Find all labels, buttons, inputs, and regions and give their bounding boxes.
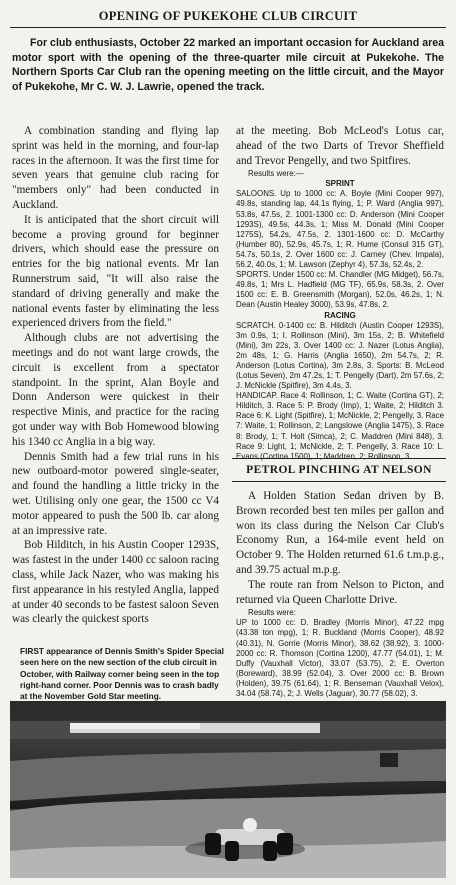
- paragraph: Although clubs are not advertising the meetings and do not want large crowds, the circuit is excellent from a spectator standpoint. In the sprint, Alan Boyle and Donn Anderson were quickest in their respective Minis, and practice for the racing got under way with Bob Homewood blowing his 1340 cc Anglia in a big way.: [12, 332, 219, 448]
- results-text: UP to 1000 cc: D. Bradley (Morris Minor), 47.22 mpg (43.38 ton mpg), 1; R. Buckland (Morris Cooper), 48.92 (40.31), N. Gorrie (Morris Minor), 38.62 (38.92), 3. 1000-2000 cc: R. Thomson (Cortina 1200), 47.77 (54.01), 1; M. Duffy (Vauxhall Victor), 33.07 (53.75), 2; E. Overton (Boreward), 38.99 (52.04), 3. Over 2000 cc: B. Brown (Holden), 39.75 (61.64), 1; R. Benseman (Vauxhall Velox), 34.04 (58.74), 2; J. Wells (Jaguar), 30.77 (58.02), 3.: [236, 618, 444, 699]
- results-text: HANDICAP. Race 4: Rollinson, 1; C. Waite (Cortina GT), 2; Hilditch, 3. Race 5: P. Brody (Imp), 1; Waite, 2; Hilditch 3. Race 6: K. Light (Spitfire), 1; McNickle, 2; Pengelly, 3. Race 7: Waite, 1; Rollinson, 2; Langslowe (Anglia 1475), 3. Race 8: Brody, 1; T. Holt (Simca), 2; C. Maddren (Mini 848), 3. Race 9: Light, 1; McNickle, 2; T. Pengelly, 3. Race 10: L. Evans (Cortina 1500), 1; Maddren, 2; Rollinson, 3.: [236, 391, 444, 461]
- results-text: SALOONS. Up to 1000 cc: A. Boyle (Mini Cooper 997), 49.8s, standing lap, 44.1s flying, 1; P. Ward (Anglia 997), 53.8s, 47.5s, 2. 1001-1300 cc: D. Anderson (Mini Cooper 1293S), 49.5s, 44.3s, 1; Miss M. Donald (Mini Cooper 1275S), 54.2s, 47.5s, 2. 1301-1600 cc: D. McCarthy (Humber 80), 52.9s, 45.7s, 1; R. Hume (Consul 315 GT), 54.7s, 50.1s, 2. Over 1600 cc: J. Carney (Chev. Impala), 56.2, 40.0s, 1; M. Lawson (Zephyr 4), 57.3s, 52.4s, 2.: [236, 189, 444, 270]
- paragraph: It is anticipated that the short circuit will become a proving ground for beginner drivers, which should ease the pressure on entries for the big national events. Mr Ian Runnerstrum said, "It will also raise the standard of driving generally and make the national events faster by eliminating the less experienced drivers from the field.": [12, 213, 219, 330]
- race-car-photo: [10, 701, 446, 878]
- section-head-sprint: SPRINT: [325, 179, 355, 189]
- section-head-racing: RACING: [324, 310, 356, 320]
- article-intro: For club enthusiasts, October 22 marked an important occasion for Auckland area motor sport with the opening of the three-quarter mile circuit at Pukekohe. The Northern Sports Car Club ran the opening meeting on the little circuit, and the Mayor of Pukekohe, Mr C. W. J. Lawrie, opened the track.: [12, 37, 444, 93]
- paragraph: Dennis Smith had a few trial runs in his new outboard-motor powered single-seater, and found the handling a little tricky in the wet. Utilising only one gear, the 1500 cc V4 motor appeared to push the 500 lb. car along at an impressive rate.: [12, 450, 219, 537]
- article-headline: OPENING OF PUKEKOHE CLUB CIRCUIT: [10, 9, 446, 28]
- second-headline: PETROL PINCHING AT NELSON: [232, 458, 446, 482]
- paragraph: A Holden Station Sedan driven by B. Brown recorded best ten miles per gallon and won its class during the Nelson Car Club's Economy Run, a 164-mile event held on October 9. The Holden returned 61.6 t.m.p.g., and 39.75 actual m.p.g.: [236, 490, 444, 576]
- photo-caption: FIRST appearance of Dennis Smith's Spider Special seen here on the new section of the club circuit in October, with Railway corner being seen in the top right-hand corner. Poor Dennis was to crash badly at the November Gold Star meeting.: [20, 646, 224, 702]
- results-text: SPORTS. Under 1500 cc: M. Chandler (MG Midget), 56.7s, 49.8s, 1; Mrs L. Hadfield (MG TF), 65.9s, 58.3s, 2. Over 1500 cc: E. B. Greensmith (Morgan), 52.0s, 46.2s, 1; N. Dean (Austin Healey 3000), 53.9s, 47.8s, 2.: [236, 270, 444, 310]
- paragraph: The route ran from Nelson to Picton, and returned via Queen Charlotte Drive.: [236, 578, 444, 606]
- paragraph: A combination standing and flying lap sprint was held in the morning, and four-lap races in the afternoon. It was the first time for seven years that genuine club racing for "members only" had been conducted in Auckland.: [12, 125, 219, 211]
- right-column: [236, 124, 444, 462]
- paragraph: at the meeting. Bob McLeod's Lotus car, ahead of the two Darts of Trevor Sheffield and Trevor Pengelly, and two Spitfires.: [236, 125, 444, 167]
- paragraph: Bob Hilditch, in his Austin Cooper 1293S, was fastest in the under 1400 cc saloon racing class, while Jack Nazer, who was making his first appearance in his restyled Anglia, lapped at under 40 seconds to be fastest saloon Seven was clearly the quickest sports: [12, 539, 219, 626]
- results-label: Results were:: [248, 608, 296, 618]
- left-column: [12, 124, 219, 627]
- nelson-column: [236, 489, 444, 699]
- results-text: SCRATCH. 0-1400 cc: B. Hilditch (Austin Cooper 1293S), 3m 0.9s, 1; I. Rollinson (Mini), 3m 15s, 2; B. Whitefield (Mini), 3m 22s, 3. Over 1400 cc: J. Nazer (Lotus Anglia), 2m 48s, 1; G. Harris (Anglia 1650), 2m 54.7s, 2; R. Anderson (Lotus Cortina), 3m 2.8s, 3. Sports: B. McLeod (Lotus Seven), 2m 47.2s, 1; T. Pengelly (Dart), 2m 57.6s, 2; J. McNickle (Spitfire), 3m 4.4s, 3.: [236, 320, 444, 391]
- results-label: Results were:—: [248, 169, 304, 179]
